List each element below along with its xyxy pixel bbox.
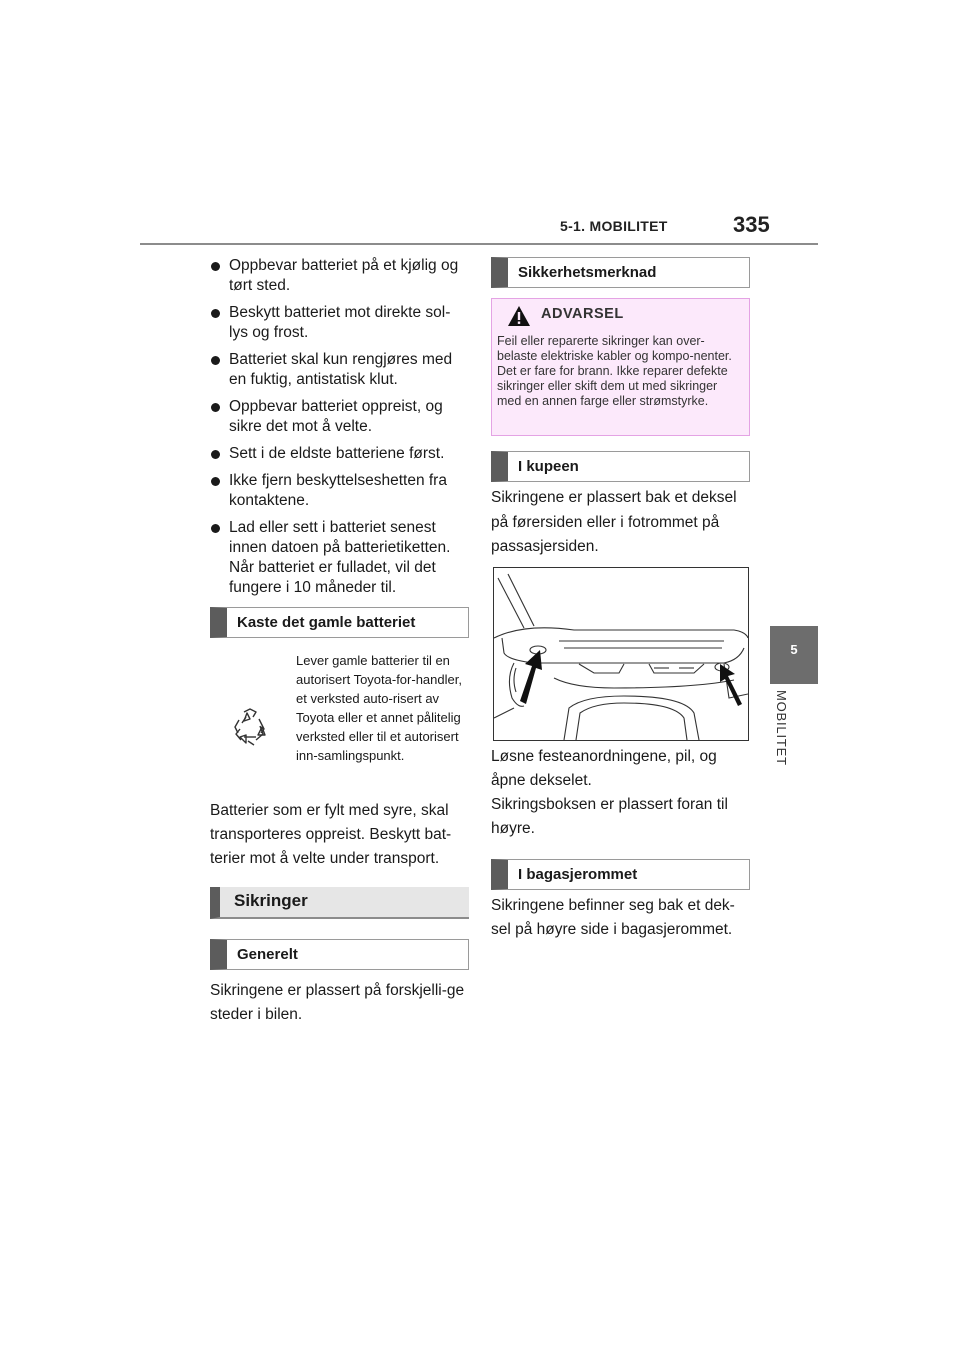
disposal-text: Lever gamle batterier til en autorisert Toyota-for-handler, et verksted auto-risert av Toyota eller et annet pålitelig verksted eller til et autorisert inn-samlingspunkt. [296,653,462,763]
warning-box [491,298,750,436]
trunk-text: Sikringene befinner seg bak et dek-sel på høyre side i bagasjerommet. [491,897,735,938]
general-text: Sikringene er plassert på forskjelli-ge steder i bilen. [210,982,465,1023]
list-item: Oppbevar batteriet oppreist, og sikre det mot å velte. [210,397,468,437]
cabin-text: Sikringene er plassert bak et deksel på førersiden eller i fotrommet på passasjersiden. [491,489,737,555]
trunk-heading-box [491,859,750,890]
section-heading-box [210,887,469,919]
battery-care-list [210,256,468,605]
warning-title: ADVARSEL [541,306,624,322]
disposal-heading-box [210,607,469,638]
section-heading: Sikringer [234,891,308,910]
safety-heading-box [491,257,750,288]
list-item: Beskytt batteriet mot direkte sol-lys og frost. [210,303,468,343]
chapter-title: MOBILITET [774,690,789,766]
figure-caption-2: Sikringsboksen er plassert foran til høyre. [491,796,728,837]
list-item: Lad eller sett i batteriet senest innen datoen på batterietiketten. Når batteriet er fulladet, vil det fungere i 10 måneder til. [210,518,468,598]
safety-heading: Sikkerhetsmerknad [518,264,657,281]
chapter-number: 5 [790,642,798,657]
figure-caption-1: Løsne festeanordningene, pil, og åpne dekselet. [491,748,717,789]
page-number: 335 [733,212,770,237]
header-rule [140,243,818,245]
trunk-heading: I bagasjerommet [518,866,638,883]
cabin-heading: I kupeen [518,458,579,475]
list-item: Sett i de eldste batteriene først. [210,444,468,464]
recycle-icon [232,707,268,747]
list-item: Ikke fjern beskyttelseshetten fra kontaktene. [210,471,468,511]
fuse-cover-illustration [493,567,749,741]
general-heading: Generelt [237,946,298,963]
general-heading-box [210,939,469,970]
warning-text: Feil eller reparerte sikringer kan over-belaste elektriske kabler og kompo-nenter. Det er fare for brann. Ikke reparer defekte sikringer eller skift dem ut med sikringer med en annen farge eller strømstyrke. [497,334,732,408]
list-item: Batteriet skal kun rengjøres med en fuktig, antistatisk klut. [210,350,468,390]
warning-triangle-icon [507,305,531,327]
cabin-heading-box [491,451,750,482]
disposal-heading: Kaste det gamle batteriet [237,614,416,631]
section-title: 5-1. MOBILITET [560,218,668,234]
car-interior-drawing [494,568,748,740]
transport-text: Batterier som er fylt med syre, skal transporteres oppreist. Beskytt bat-terier mot å velte under transport. [210,802,452,867]
list-item: Oppbevar batteriet på et kjølig og tørt sted. [210,256,468,296]
